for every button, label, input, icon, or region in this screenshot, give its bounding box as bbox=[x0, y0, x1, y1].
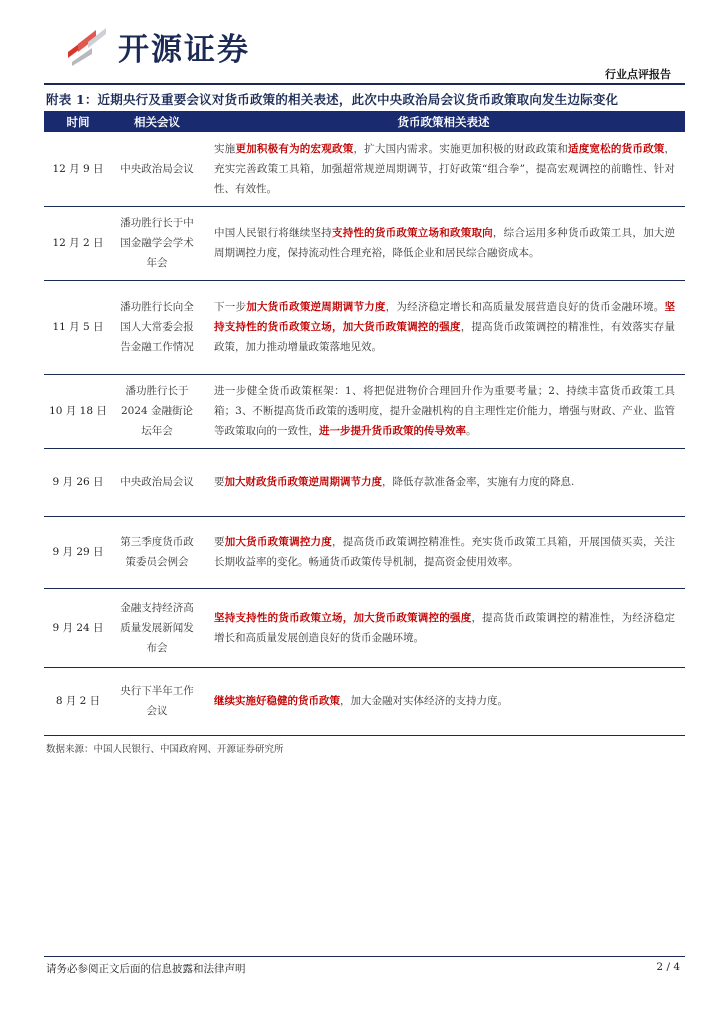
statement-text: ，加大金融对实体经济的支持力度。 bbox=[340, 695, 508, 707]
statement-text: ，降低存款准备金率，实施有力度的降息. bbox=[382, 476, 575, 488]
statement-text: 要 bbox=[214, 476, 225, 488]
highlighted-phrase: 坚持支持性的货币政策立场，加大货币政策调控的强度 bbox=[214, 611, 472, 624]
table-row bbox=[44, 516, 685, 588]
row-statement bbox=[202, 206, 685, 280]
row-statement bbox=[202, 280, 685, 374]
highlighted-phrase: 加大货币政策逆周期调节力度 bbox=[246, 301, 386, 313]
row-statement bbox=[202, 374, 685, 448]
highlighted-phrase: 支持性的货币政策立场和政策取向 bbox=[332, 227, 493, 239]
statement-text: 下一步 bbox=[214, 301, 247, 313]
statement-text: ，综合运用多种货币政策工具，加大逆周期调控力度，保持流动性合理充裕，降低企业和居民综合融资成本。 bbox=[214, 227, 676, 259]
statement-text: 要 bbox=[214, 536, 225, 548]
header-divider bbox=[44, 83, 685, 85]
column-header-statement: 货币政策相关表述 bbox=[202, 111, 685, 132]
footer-divider bbox=[44, 956, 685, 957]
row-meeting: 央行下半年工作会议 bbox=[112, 667, 202, 735]
table-row bbox=[44, 448, 685, 516]
statement-text: 实施 bbox=[214, 142, 236, 155]
row-statement bbox=[202, 588, 685, 667]
statement-text: 。 bbox=[466, 425, 477, 437]
column-header-date: 时间 bbox=[44, 111, 112, 132]
statement-text: ，为经济稳定增长和高质量发展营造良好的货币金融环境。 bbox=[385, 301, 665, 313]
table-row bbox=[44, 206, 685, 280]
table-row bbox=[44, 132, 685, 206]
report-type-label: 行业点评报告 bbox=[605, 68, 671, 81]
column-header-meeting: 相关会议 bbox=[112, 111, 202, 132]
disclaimer-note: 请务必参阅正文后面的信息披露和法律声明 bbox=[46, 963, 246, 975]
statement-text: ，提高货币政策调控精准性。充实货币政策工具箱，开展国债买卖，关注长期收益率的变化。畅通货币政策传导机制，提高资金使用效率。 bbox=[214, 536, 676, 568]
table-row bbox=[44, 374, 685, 448]
row-statement bbox=[202, 132, 685, 206]
row-statement bbox=[202, 448, 685, 516]
statement-text: 中国人民银行将继续坚持 bbox=[214, 227, 332, 239]
row-date: 9 月 24 日 bbox=[44, 588, 112, 667]
table-header-row bbox=[44, 111, 685, 132]
row-meeting: 中央政治局会议 bbox=[112, 448, 202, 516]
statement-text: 进一步健全货币政策框架：1、将把促进物价合理回升作为重要考量；2、持续丰富货币政策工具箱；3、不断提高货币政策的透明度，提升金融机构的自主理性定价能力，增强与财政、产业、监管等政策取向的一致性， bbox=[214, 385, 675, 437]
highlighted-phrase: 加大财政货币政策逆周期调节力度 bbox=[224, 476, 382, 488]
row-date: 10 月 18 日 bbox=[44, 374, 112, 448]
highlighted-phrase: 坚持支持性的货币政策立场，加大货币政策调控的强度 bbox=[214, 301, 676, 333]
highlighted-phrase: 适度宽松的货币政策 bbox=[567, 142, 665, 155]
brand-mark-icon bbox=[62, 22, 112, 66]
data-source-note: 数据来源：中国人民银行、中国政府网、开源证券研究所 bbox=[46, 744, 284, 755]
row-statement bbox=[202, 667, 685, 735]
policy-statements-table bbox=[44, 111, 685, 736]
highlighted-phrase: 进一步提升货币政策的传导效率 bbox=[319, 425, 466, 437]
table-row bbox=[44, 588, 685, 667]
row-date: 9 月 29 日 bbox=[44, 516, 112, 588]
table-row bbox=[44, 667, 685, 735]
highlighted-phrase: 加大货币政策调控力度 bbox=[224, 536, 332, 548]
row-meeting: 潘功胜行长于 2024 金融街论坛年会 bbox=[112, 374, 202, 448]
brand-logo bbox=[62, 22, 322, 66]
row-date: 12 月 2 日 bbox=[44, 206, 112, 280]
row-meeting: 潘功胜行长于中国金融学会学术年会 bbox=[112, 206, 202, 280]
row-meeting: 第三季度货币政策委员会例会 bbox=[112, 516, 202, 588]
highlighted-phrase: 继续实施好稳健的货币政策 bbox=[214, 695, 340, 707]
row-date: 12 月 9 日 bbox=[44, 132, 112, 206]
table-row bbox=[44, 280, 685, 374]
row-date: 11 月 5 日 bbox=[44, 280, 112, 374]
row-meeting: 潘功胜行长向全国人大常委会报告金融工作情况 bbox=[112, 280, 202, 374]
page-number: 2 / 4 bbox=[656, 961, 680, 973]
statement-text: ，提高货币政策调控的精准性，有效落实存量政策，加力推动增量政策落地见效。 bbox=[214, 321, 676, 353]
statement-text: ，充实完善政策工具箱，加强超常规逆周期调节，打好政策“组合拳”，提高宏观调控的前瞻性、针对性、有效性。 bbox=[214, 142, 676, 195]
statement-text: ，提高货币政策调控的精准性，为经济稳定增长和高质量发展创造良好的货币金融环境。 bbox=[214, 611, 676, 644]
row-statement bbox=[202, 516, 685, 588]
row-meeting: 中央政治局会议 bbox=[112, 132, 202, 206]
statement-text: ，扩大国内需求。实施更加积极的财政政策和 bbox=[353, 142, 568, 155]
row-date: 8 月 2 日 bbox=[44, 667, 112, 735]
row-date: 9 月 26 日 bbox=[44, 448, 112, 516]
brand-name: 开源证券 bbox=[118, 32, 250, 68]
row-meeting: 金融支持经济高质量发展新闻发布会 bbox=[112, 588, 202, 667]
table-title: 附表 1：近期央行及重要会议对货币政策的相关表述，此次中央政治局会议货币政策取向发生边际变化 bbox=[46, 92, 619, 107]
highlighted-phrase: 更加积极有为的宏观政策 bbox=[235, 142, 354, 155]
